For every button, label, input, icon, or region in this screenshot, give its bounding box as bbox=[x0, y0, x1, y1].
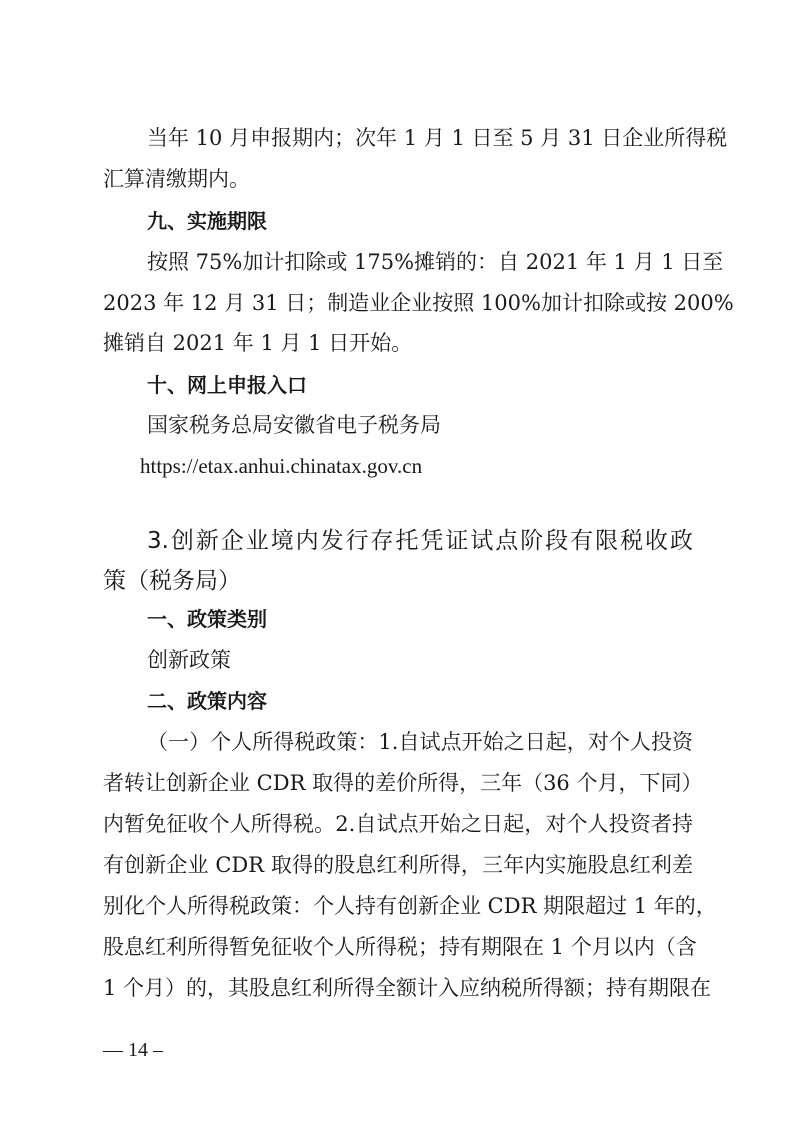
portal-url: https://etax.anhui.chinatax.gov.cn bbox=[140, 454, 423, 478]
section-heading-nine: 九、实施期限 bbox=[147, 209, 267, 233]
content-line: 者转让创新企业 CDR 取得的差价所得，三年（36 个月，下同） bbox=[103, 771, 703, 795]
portal-name: 国家税务总局安徽省电子税务局 bbox=[147, 413, 441, 437]
section-title: 3.创新企业境内发行存托凭证试点阶段有限税收政 bbox=[147, 528, 693, 554]
policy-category-heading: 一、政策类别 bbox=[147, 607, 267, 631]
paragraph-line: 摊销自 2021 年 1 月 1 日开始。 bbox=[103, 331, 413, 355]
content-line: （一）个人所得税政策：1.自试点开始之日起，对个人投资 bbox=[147, 730, 693, 754]
content-line: 1 个月）的，其股息红利所得全额计入应纳税所得额；持有期限在 bbox=[103, 976, 712, 1000]
paragraph-line: 按照 75%加计扣除或 175%摊销的：自 2021 年 1 月 1 日至 bbox=[147, 250, 724, 274]
paragraph-line: 汇算清缴期内。 bbox=[103, 167, 250, 191]
policy-content-heading: 二、政策内容 bbox=[147, 689, 267, 713]
section-title: 策（税务局） bbox=[103, 568, 241, 594]
policy-category: 创新政策 bbox=[147, 648, 231, 672]
page-number: — 14 – bbox=[103, 1039, 163, 1061]
content-line: 股息红利所得暂免征收个人所得税；持有期限在 1 个月以内（含 bbox=[103, 935, 697, 959]
content-line: 内暂免征收个人所得税。2.自试点开始之日起，对个人投资者持 bbox=[103, 812, 693, 836]
paragraph-line: 2023 年 12 月 31 日；制造业企业按照 100%加计扣除或按 200% bbox=[103, 291, 734, 315]
paragraph-line: 当年 10 月申报期内；次年 1 月 1 日至 5 月 31 日企业所得税 bbox=[147, 126, 728, 150]
section-heading-ten: 十、网上申报入口 bbox=[147, 373, 307, 397]
content-line: 别化个人所得税政策：个人持有创新企业 CDR 期限超过 1 年的， bbox=[103, 894, 717, 918]
content-line: 有创新企业 CDR 取得的股息红利所得，三年内实施股息红利差 bbox=[103, 853, 693, 877]
